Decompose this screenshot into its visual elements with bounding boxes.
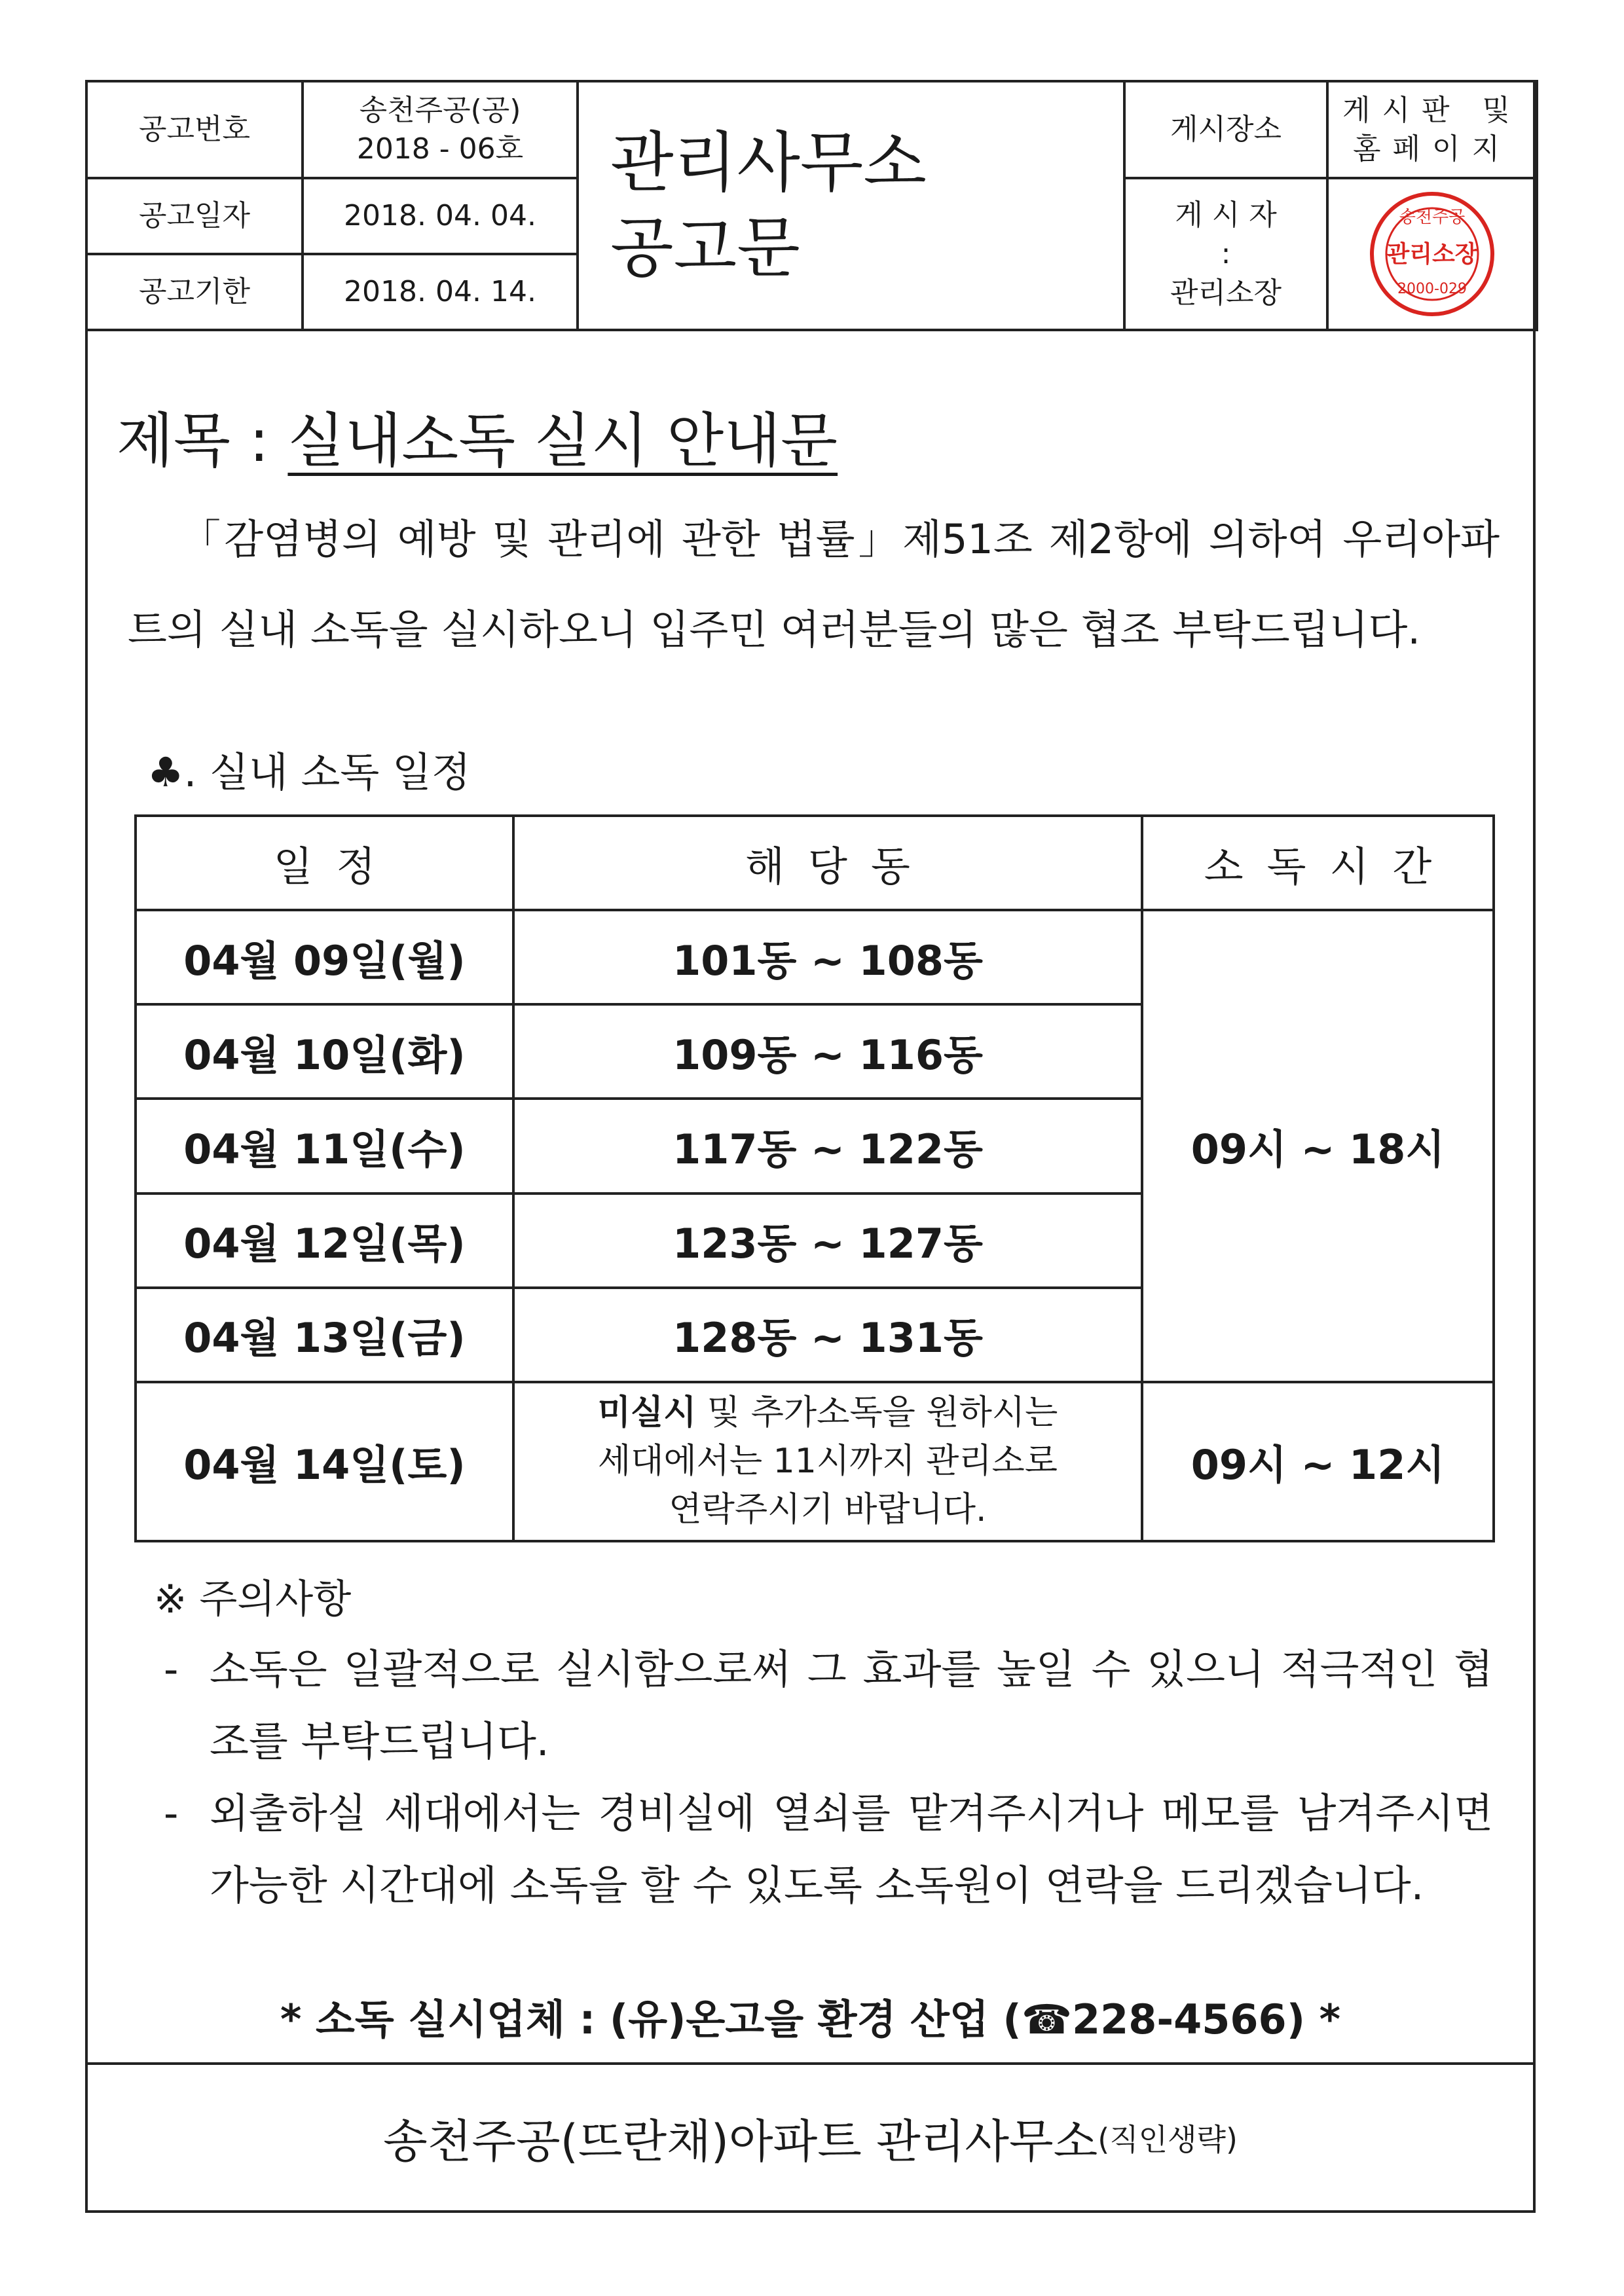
seal-top-text: 송천주공 [1399,208,1466,227]
title-prefix: 제목 : [117,407,288,475]
doc-title [578,81,1124,330]
row-date: 04월 09일(월) [136,910,513,1004]
col-header-date: 일정 [136,816,513,910]
notice-period-label: 공고기한 [86,254,303,330]
intro-paragraph: 「감염병의 예방 및 관리에 관한 법률」제51조 제2항에 의하여 우리아파트의 실내 소독을 실시하오니 입주민 여러분들의 많은 협조 부탁드립니다. [128,515,1500,653]
stamp-cell [1327,178,1537,330]
header-table [85,80,1538,331]
poster-label: 게 시 자 : 관리소장 [1124,178,1327,330]
row-date: 04월 10일(화) [136,1004,513,1099]
seal-bottom-text: 2000-029 [1397,281,1467,297]
extra-time: 09시 ~ 12시 [1142,1382,1494,1541]
seal-mid-text: 관리소장 [1386,241,1478,268]
page-title [117,393,838,478]
doc-title-line1: 관리사무소 [610,124,927,201]
schedule-table [134,814,1495,1542]
col-header-time: 소독시간 [1142,816,1494,910]
notice-list [164,1633,1493,1922]
notice-period-value: 2018. 04. 14. [303,254,578,330]
row-date: 04월 11일(수) [136,1099,513,1193]
doc-title-line2: 공고문 [610,210,800,286]
row-building: 117동 ~ 122동 [513,1099,1142,1193]
footer [85,2062,1536,2213]
vendor-info: * 소독 실시업체 : (유)온고을 환경 산업 (☎228-4566) * [280,1995,1341,2043]
row-date: 04월 13일(금) [136,1288,513,1382]
location-value: 게시판 및 홈페이지 [1327,81,1537,178]
row-building: 128동 ~ 131동 [513,1288,1142,1382]
notice-no-label: 공고번호 [86,81,303,178]
extra-date: 04월 14일(토) [136,1382,513,1541]
extra-note: 미실시 및 추가소독을 원하시는 세대에서는 11시까지 관리소로 연락주시기 바랍니다. [513,1382,1142,1541]
row-building: 101동 ~ 108동 [513,910,1142,1004]
title-subject: 실내소독 실시 안내문 [287,407,838,475]
notice-date-value: 2018. 04. 04. [303,178,578,254]
official-seal-icon [1367,189,1498,319]
col-header-building: 해당동 [513,816,1142,910]
row-date: 04월 12일(목) [136,1194,513,1288]
list-item: - 소독은 일괄적으로 실시함으로써 그 효과를 높일 수 있으니 적극적인 협조를 부탁드립니다. [164,1645,1493,1765]
location-label: 게시장소 [1124,81,1327,178]
row-building: 109동 ~ 116동 [513,1004,1142,1099]
table-row [136,910,1494,1004]
notice-heading: ※ 주의사항 [154,1576,352,1622]
footer-note: (직인생략) [1098,2122,1238,2157]
footer-office: 송천주공(뜨란채)아파트 관리사무소 [383,2114,1098,2168]
table-row-extra [136,1382,1494,1541]
row-building: 123동 ~ 127동 [513,1194,1142,1288]
notice-no-value: 송천주공(공) 2018 - 06호 [303,81,578,178]
main-time: 09시 ~ 18시 [1142,910,1494,1382]
schedule-heading: ♣. 실내 소독 일정 [147,748,471,796]
list-item: - 외출하실 세대에서는 경비실에 열쇠를 맡겨주시거나 메모를 남겨주시면 가능한 시간대에 소독을 할 수 있도록 소독원이 연락을 드리겠습니다. [164,1789,1493,1909]
notice-date-label: 공고일자 [86,178,303,254]
